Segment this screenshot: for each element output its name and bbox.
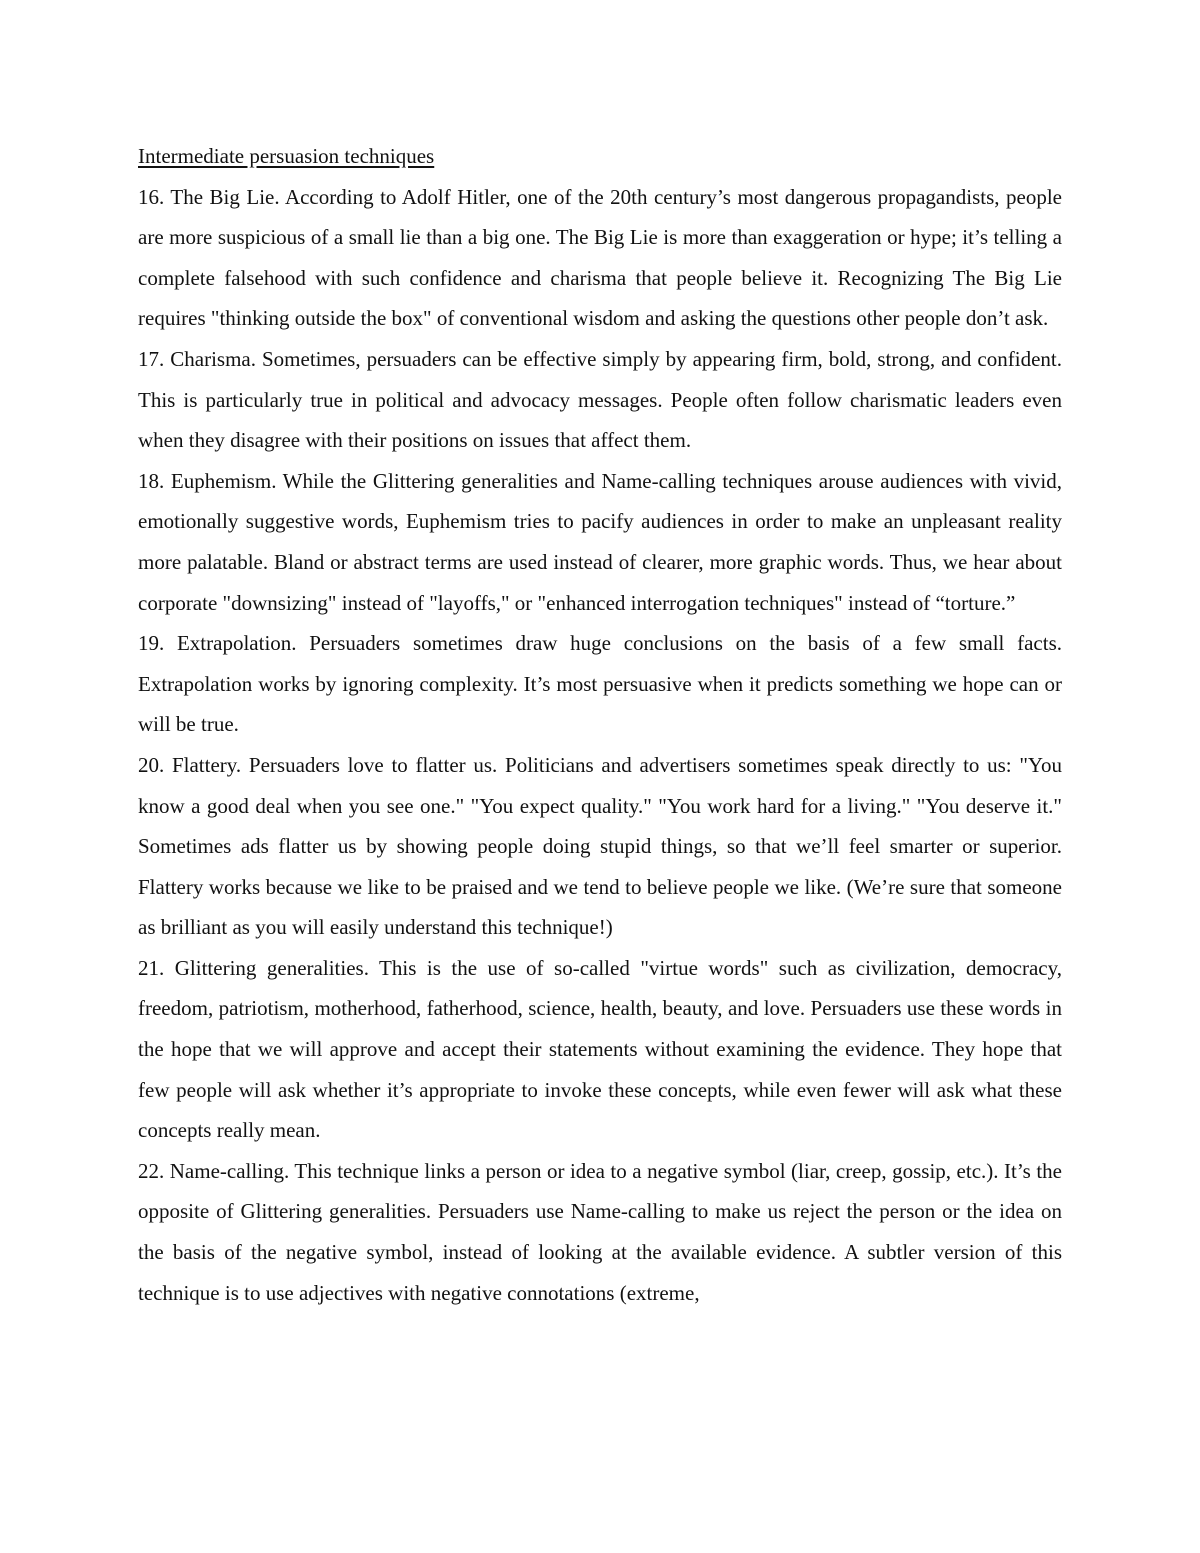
paragraph-extrapolation: 19. Extrapolation. Persuaders sometimes draw huge conclusions on the basis of a few small facts. Extrapolation works by ignoring complexity. It’s most persuasive when it predicts something we hope can or will be true.	[138, 631, 1062, 737]
paragraph-euphemism: 18. Euphemism. While the Glittering generalities and Name-calling techniques arouse audiences with vivid, emotionally suggestive words, Euphemism tries to pacify audiences in order to make an unpleasant reality more palatable. Bland or abstract terms are used instead of clearer, more graphic words. Thus, we hear about corporate "downsizing" instead of "layoffs," or "enhanced interrogation techniques" instead of “torture.”	[138, 468, 1062, 615]
document-body	[138, 136, 1062, 1313]
paragraph-name-calling: 22. Name-calling. This technique links a person or idea to a negative symbol (liar, creep, gossip, etc.). It’s the opposite of Glittering generalities. Persuaders use Name-calling to make us reject the person or the idea on the basis of the negative symbol, instead of looking at the available evidence. A subtler version of this technique is to use adjectives with negative connotations (extreme,	[138, 1158, 1062, 1305]
section-heading: Intermediate persuasion techniques	[138, 144, 435, 168]
paragraph-charisma: 17. Charisma. Sometimes, persuaders can be effective simply by appearing firm, bold, strong, and confident. This is particularly true in political and advocacy messages. People often follow charismatic leaders even when they disagree with their positions on issues that affect them.	[138, 346, 1062, 453]
paragraph-flattery: 20. Flattery. Persuaders love to flatter us. Politicians and advertisers sometimes speak directly to us: "You know a good deal when you see one." "You expect quality." "You work hard for a living." "You deserve it." Sometimes ads flatter us by showing people doing stupid things, so that we’ll feel smarter or superior. Flattery works because we like to be praised and we tend to believe people we like. (We’re sure that someone as brilliant as you will easily understand this technique!)	[138, 752, 1062, 940]
paragraph-big-lie: 16. The Big Lie. According to Adolf Hitler, one of the 20th century’s most dangerous propagandists, people are more suspicious of a small lie than a big one. The Big Lie is more than exaggeration or hype; it’s telling a complete falsehood with such confidence and charisma that people believe it. Recognizing The Big Lie requires "thinking outside the box" of conventional wisdom and asking the questions other people don’t ask.	[138, 184, 1062, 331]
paragraph-glittering-generalities: 21. Glittering generalities. This is the use of so-called "virtue words" such as civilization, democracy, freedom, patriotism, motherhood, fatherhood, science, health, beauty, and love. Persuaders use these words in the hope that we will approve and accept their statements without examining the evidence. They hope that few people will ask whether it’s appropriate to invoke these concepts, while even fewer will ask what these concepts really mean.	[138, 955, 1062, 1143]
